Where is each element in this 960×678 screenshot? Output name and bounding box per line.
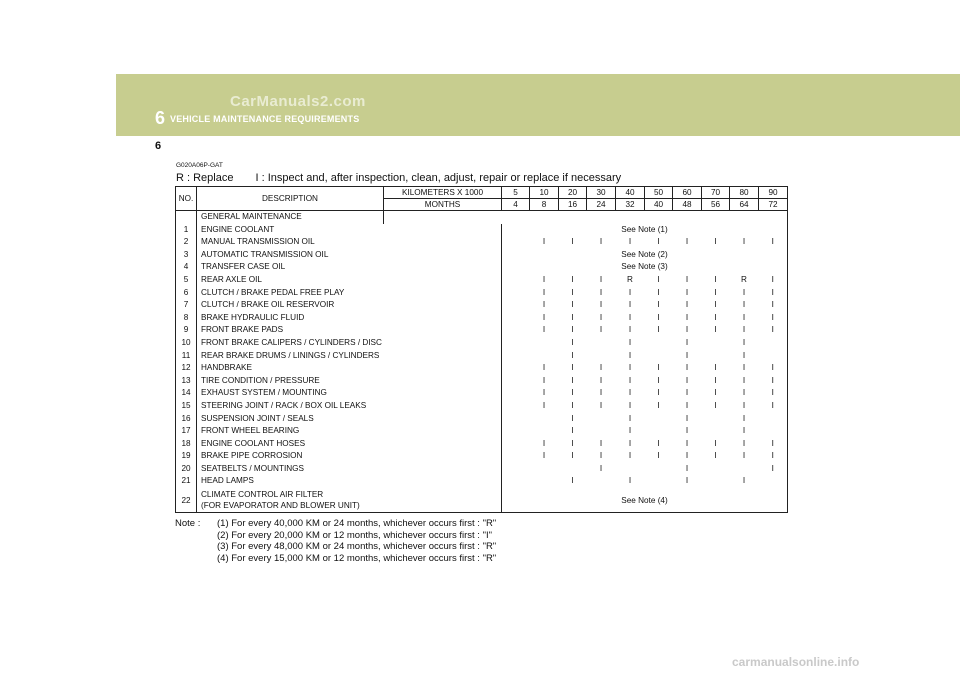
row-number: 14: [176, 387, 197, 400]
row-cells: [384, 211, 788, 224]
schedule-cell: I: [628, 426, 632, 436]
schedule-cell: I: [599, 274, 603, 284]
row-number: 7: [176, 299, 197, 312]
schedule-cell: I: [742, 312, 746, 322]
note-item: (4) For every 15,000 KM or 12 months, whichever occurs first : "R": [217, 552, 497, 564]
schedule-cell: I: [542, 451, 546, 461]
schedule-cell: I: [685, 375, 689, 385]
schedule-cell: [502, 425, 530, 438]
schedule-cell: [502, 324, 530, 337]
schedule-cell: I: [571, 451, 574, 461]
row-number: 21: [176, 475, 197, 488]
row-description: BRAKE PIPE CORROSION: [197, 450, 502, 463]
schedule-cell: I: [714, 237, 717, 247]
months-value: 32: [616, 199, 645, 211]
schedule-cell: [645, 463, 673, 476]
schedule-cell: I: [542, 325, 546, 335]
schedule-cell: [587, 413, 616, 426]
schedule-cell: I: [628, 363, 632, 373]
schedule-cell: [502, 387, 530, 400]
schedule-cell: I: [571, 287, 574, 297]
schedule-cell: I: [599, 363, 603, 373]
schedule-cell: I: [657, 400, 660, 410]
row-number: [176, 211, 197, 224]
row-number: 22: [176, 488, 197, 513]
row-description: FRONT BRAKE PADS: [197, 324, 502, 337]
schedule-cell: I: [657, 312, 660, 322]
schedule-cell: I: [714, 400, 717, 410]
table-row: [176, 287, 788, 300]
schedule-cell: [645, 425, 673, 438]
row-number: 17: [176, 425, 197, 438]
schedule-cell: I: [542, 400, 546, 410]
schedule-cell: I: [599, 287, 603, 297]
schedule-cell: I: [685, 388, 689, 398]
schedule-cell: [502, 274, 530, 287]
schedule-cell: I: [571, 237, 574, 247]
schedule-cell: R: [627, 274, 633, 284]
schedule-cell: I: [742, 337, 746, 347]
km-value: 30: [587, 187, 616, 199]
schedule-cell: I: [685, 274, 689, 284]
row-number: 1: [176, 224, 197, 237]
schedule-cell: I: [628, 325, 632, 335]
km-value: 80: [730, 187, 759, 199]
schedule-cell: [530, 337, 559, 350]
schedule-cell: I: [599, 375, 603, 385]
row-number: 8: [176, 312, 197, 325]
table-row: [176, 249, 788, 262]
schedule-cell: [502, 400, 530, 413]
schedule-cell: I: [714, 312, 717, 322]
row-number: 4: [176, 261, 197, 274]
km-value: 20: [559, 187, 587, 199]
schedule-cell: I: [628, 438, 632, 448]
schedule-cell: I: [571, 400, 574, 410]
schedule-cell: I: [657, 237, 660, 247]
schedule-cell: I: [571, 375, 574, 385]
row-description: [197, 488, 502, 513]
table-row: [176, 488, 788, 513]
schedule-cell: I: [599, 300, 603, 310]
table-row: [176, 450, 788, 463]
table-row: [176, 224, 788, 237]
schedule-cell: [587, 337, 616, 350]
schedule-cell: [702, 350, 730, 363]
row-number: 5: [176, 274, 197, 287]
schedule-cell: I: [657, 438, 660, 448]
schedule-cell: I: [714, 274, 717, 284]
schedule-cell: I: [685, 400, 689, 410]
schedule-cell: I: [571, 388, 574, 398]
row-description: HANDBRAKE: [197, 362, 502, 375]
km-value: 90: [759, 187, 788, 199]
km-value: 60: [673, 187, 702, 199]
schedule-cell: I: [657, 300, 660, 310]
row-description: FRONT BRAKE CALIPERS / CYLINDERS / DISC: [197, 337, 502, 350]
row-description: ENGINE COOLANT HOSES: [197, 438, 502, 451]
schedule-cell: I: [685, 451, 689, 461]
schedule-cell: I: [759, 375, 788, 388]
schedule-cell: [702, 425, 730, 438]
schedule-cell: I: [542, 438, 546, 448]
schedule-cell: I: [759, 274, 788, 287]
row-note: See Note (2): [502, 249, 788, 262]
schedule-cell: I: [542, 237, 546, 247]
row-note: See Note (3): [502, 261, 788, 274]
schedule-cell: [645, 350, 673, 363]
schedule-cell: I: [628, 476, 632, 486]
schedule-cell: I: [685, 438, 689, 448]
schedule-cell: I: [759, 387, 788, 400]
schedule-cell: I: [599, 451, 603, 461]
schedule-cell: I: [542, 388, 546, 398]
schedule-cell: I: [714, 363, 717, 373]
table-row: [176, 236, 788, 249]
schedule-cell: I: [571, 337, 574, 347]
schedule-cell: I: [714, 325, 717, 335]
schedule-cell: I: [759, 362, 788, 375]
schedule-cell: I: [599, 237, 603, 247]
table-row: [176, 337, 788, 350]
schedule-cell: I: [685, 413, 689, 423]
schedule-cell: I: [628, 413, 632, 423]
schedule-cell: I: [742, 451, 746, 461]
row-number: 16: [176, 413, 197, 426]
row-description: ENGINE COOLANT: [197, 224, 502, 237]
schedule-cell: [502, 299, 530, 312]
row-description: REAR BRAKE DRUMS / LININGS / CYLINDERS: [197, 350, 502, 363]
row-description: BRAKE HYDRAULIC FLUID: [197, 312, 502, 325]
schedule-cell: [502, 362, 530, 375]
row-number: 10: [176, 337, 197, 350]
schedule-cell: I: [742, 350, 746, 360]
km-value: 5: [502, 187, 530, 199]
schedule-cell: [502, 475, 530, 488]
schedule-cell: I: [628, 375, 632, 385]
schedule-cell: I: [714, 287, 717, 297]
table-row: [176, 438, 788, 451]
row-note: See Note (1): [502, 224, 788, 237]
row-number: 15: [176, 400, 197, 413]
schedule-cell: [559, 463, 587, 476]
row-description: STEERING JOINT / RACK / BOX OIL LEAKS: [197, 400, 502, 413]
schedule-cell: I: [628, 451, 632, 461]
table-row: [176, 463, 788, 476]
schedule-cell: I: [599, 388, 603, 398]
schedule-cell: [759, 337, 788, 350]
schedule-cell: [502, 287, 530, 300]
schedule-cell: I: [742, 237, 746, 247]
row-description: CLUTCH / BRAKE OIL RESERVOIR: [197, 299, 502, 312]
legend: [176, 172, 643, 184]
legend-replace: R : Replace: [176, 172, 234, 184]
watermark: CarManuals2.com: [230, 93, 366, 110]
schedule-cell: I: [742, 375, 746, 385]
schedule-cell: I: [657, 363, 660, 373]
schedule-cell: I: [759, 236, 788, 249]
schedule-cell: [645, 337, 673, 350]
schedule-cell: I: [542, 287, 546, 297]
schedule-cell: I: [542, 274, 546, 284]
schedule-cell: I: [599, 325, 603, 335]
row-description: HEAD LAMPS: [197, 475, 502, 488]
schedule-cell: I: [628, 350, 632, 360]
schedule-cell: I: [599, 463, 603, 473]
schedule-cell: I: [685, 312, 689, 322]
schedule-cell: [759, 350, 788, 363]
row-number: 12: [176, 362, 197, 375]
km-value: 40: [616, 187, 645, 199]
months-value: 4: [502, 199, 530, 211]
row-number: 3: [176, 249, 197, 262]
schedule-cell: I: [571, 325, 574, 335]
schedule-cell: I: [571, 350, 574, 360]
schedule-cell: I: [542, 363, 546, 373]
schedule-cell: [759, 425, 788, 438]
months-value: 16: [559, 199, 587, 211]
schedule-cell: I: [542, 300, 546, 310]
table-row: [176, 387, 788, 400]
schedule-cell: [530, 413, 559, 426]
note-item: (1) For every 40,000 KM or 24 months, whichever occurs first : "R": [217, 518, 497, 529]
row-description: CLUTCH / BRAKE PEDAL FREE PLAY: [197, 287, 502, 300]
schedule-cell: I: [714, 300, 717, 310]
schedule-cell: I: [657, 287, 660, 297]
row-description: AUTOMATIC TRANSMISSION OIL: [197, 249, 502, 262]
chapter-number: 6: [155, 108, 166, 128]
km-value: 10: [530, 187, 559, 199]
row-description: SUSPENSION JOINT / SEALS: [197, 413, 502, 426]
note-item: (3) For every 48,000 KM or 24 months, whichever occurs first : "R": [217, 541, 497, 553]
schedule-cell: I: [657, 451, 660, 461]
schedule-cell: I: [742, 287, 746, 297]
schedule-cell: I: [714, 388, 717, 398]
row-number: 13: [176, 375, 197, 388]
notes: [175, 518, 496, 564]
header-description: DESCRIPTION: [197, 187, 384, 211]
header-km-label: KILOMETERS X 1000: [384, 187, 502, 199]
schedule-cell: I: [571, 476, 574, 486]
schedule-cell: I: [657, 388, 660, 398]
schedule-cell: I: [714, 375, 717, 385]
schedule-cell: [502, 337, 530, 350]
km-value: 50: [645, 187, 673, 199]
schedule-cell: I: [759, 312, 788, 325]
schedule-cell: I: [759, 299, 788, 312]
maintenance-schedule-table: [175, 186, 788, 513]
schedule-cell: I: [714, 451, 717, 461]
schedule-cell: I: [571, 426, 574, 436]
table-row: [176, 324, 788, 337]
table-row: [176, 312, 788, 325]
table-row: [176, 375, 788, 388]
schedule-cell: I: [657, 325, 660, 335]
doc-code: G020A06P-GAT: [176, 162, 223, 169]
schedule-cell: [702, 475, 730, 488]
schedule-cell: I: [571, 413, 574, 423]
schedule-cell: I: [742, 300, 746, 310]
schedule-cell: I: [685, 476, 689, 486]
schedule-cell: I: [542, 375, 546, 385]
schedule-cell: I: [759, 450, 788, 463]
table-row: [176, 211, 788, 224]
schedule-cell: I: [685, 363, 689, 373]
table-row: [176, 350, 788, 363]
schedule-cell: I: [628, 400, 632, 410]
schedule-cell: I: [571, 363, 574, 373]
page-number: 6: [155, 140, 162, 152]
schedule-cell: [530, 475, 559, 488]
notes-label: Note :: [175, 518, 201, 529]
schedule-cell: I: [685, 337, 689, 347]
schedule-cell: I: [599, 312, 603, 322]
schedule-cell: I: [628, 388, 632, 398]
months-value: 72: [759, 199, 788, 211]
months-value: 64: [730, 199, 759, 211]
km-value: 70: [702, 187, 730, 199]
schedule-cell: [645, 475, 673, 488]
schedule-cell: [502, 350, 530, 363]
schedule-cell: [502, 463, 530, 476]
schedule-cell: I: [599, 438, 603, 448]
schedule-cell: [645, 413, 673, 426]
row-number: 11: [176, 350, 197, 363]
chapter-title: VEHICLE MAINTENANCE REQUIREMENTS: [170, 114, 360, 124]
schedule-cell: [702, 463, 730, 476]
schedule-cell: I: [685, 463, 689, 473]
schedule-cell: I: [628, 300, 632, 310]
months-value: 8: [530, 199, 559, 211]
schedule-cell: I: [759, 400, 788, 413]
schedule-cell: [616, 463, 645, 476]
schedule-cell: [530, 350, 559, 363]
schedule-cell: I: [685, 350, 689, 360]
schedule-cell: I: [742, 413, 746, 423]
schedule-cell: R: [741, 274, 747, 284]
row-number: 6: [176, 287, 197, 300]
schedule-cell: I: [657, 375, 660, 385]
schedule-cell: [502, 450, 530, 463]
schedule-cell: I: [685, 426, 689, 436]
schedule-cell: I: [742, 476, 746, 486]
row-description: TRANSFER CASE OIL: [197, 261, 502, 274]
schedule-cell: [502, 413, 530, 426]
schedule-cell: [502, 312, 530, 325]
months-value: 56: [702, 199, 730, 211]
schedule-cell: [730, 463, 759, 476]
schedule-cell: [587, 350, 616, 363]
footer-watermark: carmanualsonline.info: [732, 655, 860, 669]
table-row: [176, 362, 788, 375]
schedule-cell: I: [628, 337, 632, 347]
schedule-cell: I: [759, 324, 788, 337]
schedule-cell: [502, 375, 530, 388]
schedule-cell: I: [599, 400, 603, 410]
row-number: 9: [176, 324, 197, 337]
table-row: [176, 413, 788, 426]
schedule-cell: I: [742, 438, 746, 448]
months-value: 40: [645, 199, 673, 211]
note-item: (2) For every 20,000 KM or 12 months, whichever occurs first : "I": [217, 529, 492, 541]
schedule-cell: [702, 413, 730, 426]
months-value: 48: [673, 199, 702, 211]
table-row: [176, 274, 788, 287]
schedule-cell: I: [571, 438, 574, 448]
header-months-label: MONTHS: [384, 199, 502, 211]
schedule-cell: I: [628, 287, 632, 297]
table-row: [176, 400, 788, 413]
row-description-line: (FOR EVAPORATOR AND BLOWER UNIT): [201, 501, 360, 511]
row-number: 2: [176, 236, 197, 249]
schedule-cell: I: [628, 237, 632, 247]
schedule-cell: I: [714, 438, 717, 448]
row-note: See Note (4): [502, 488, 788, 513]
table-row: [176, 425, 788, 438]
row-description: EXHAUST SYSTEM / MOUNTING: [197, 387, 502, 400]
schedule-cell: I: [571, 300, 574, 310]
schedule-cell: I: [742, 325, 746, 335]
row-number: 19: [176, 450, 197, 463]
table-row: [176, 261, 788, 274]
row-description: TIRE CONDITION / PRESSURE: [197, 375, 502, 388]
schedule-cell: I: [685, 300, 689, 310]
schedule-cell: [530, 425, 559, 438]
schedule-cell: I: [657, 274, 660, 284]
row-description: SEATBELTS / MOUNTINGS: [197, 463, 502, 476]
row-description-line: CLIMATE CONTROL AIR FILTER: [201, 490, 324, 500]
schedule-cell: [759, 413, 788, 426]
table-row: [176, 475, 788, 488]
schedule-cell: I: [571, 312, 574, 322]
table-row: [176, 299, 788, 312]
row-description: REAR AXLE OIL: [197, 274, 502, 287]
row-description: MANUAL TRANSMISSION OIL: [197, 236, 502, 249]
row-description: GENERAL MAINTENANCE: [197, 211, 384, 224]
schedule-cell: I: [759, 463, 788, 476]
schedule-cell: [759, 475, 788, 488]
schedule-cell: [530, 463, 559, 476]
schedule-cell: [587, 425, 616, 438]
schedule-cell: [587, 475, 616, 488]
header-no: NO.: [176, 187, 197, 211]
schedule-cell: I: [742, 363, 746, 373]
schedule-cell: I: [742, 388, 746, 398]
schedule-cell: I: [628, 312, 632, 322]
row-number: 18: [176, 438, 197, 451]
schedule-cell: I: [542, 312, 546, 322]
schedule-cell: [702, 337, 730, 350]
row-number: 20: [176, 463, 197, 476]
schedule-cell: I: [759, 438, 788, 451]
schedule-cell: [502, 438, 530, 451]
schedule-cell: [502, 236, 530, 249]
schedule-cell: I: [685, 237, 689, 247]
row-description: FRONT WHEEL BEARING: [197, 425, 502, 438]
schedule-cell: I: [742, 426, 746, 436]
schedule-cell: I: [685, 287, 689, 297]
legend-inspect: I : Inspect and, after inspection, clean, adjust, repair or replace if necessary: [255, 172, 622, 184]
schedule-cell: I: [759, 287, 788, 300]
months-value: 24: [587, 199, 616, 211]
schedule-cell: I: [571, 274, 574, 284]
schedule-cell: I: [685, 325, 689, 335]
schedule-cell: I: [742, 400, 746, 410]
